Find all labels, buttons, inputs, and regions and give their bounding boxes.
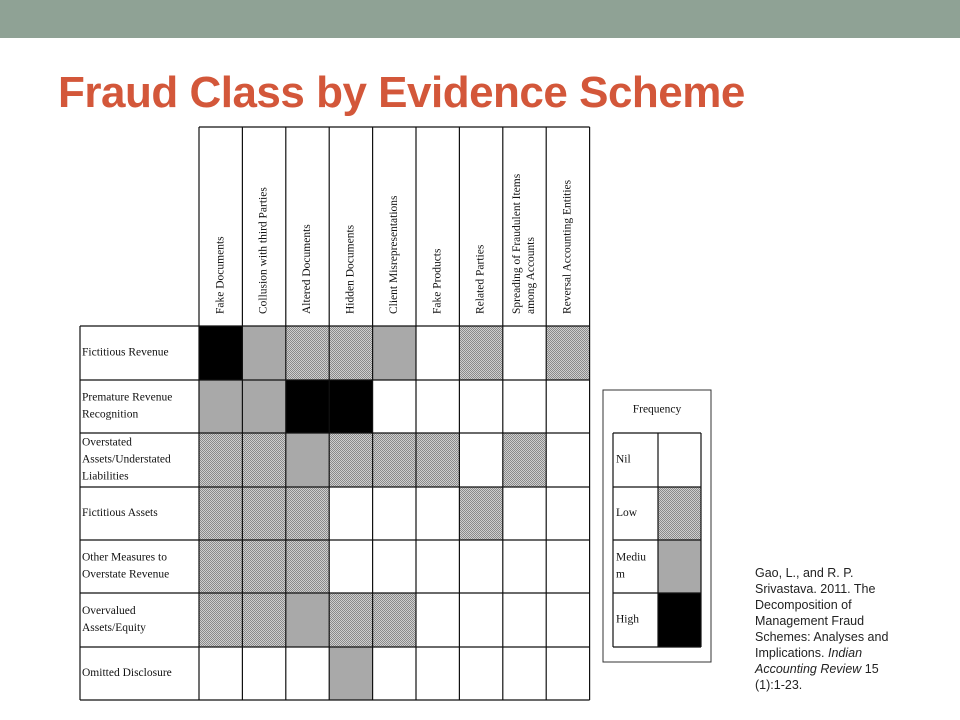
cell-r4-c0-low bbox=[199, 540, 242, 593]
citation-issue: 15 (1):1-23. bbox=[755, 662, 879, 692]
column-header-5: Fake Products bbox=[431, 248, 444, 314]
cell-r5-c7-nil bbox=[503, 593, 546, 647]
column-header-8: Reversal Accounting Entities bbox=[561, 179, 574, 314]
cell-r1-c1-medium bbox=[242, 380, 285, 433]
cell-r6-c3-medium bbox=[329, 647, 372, 700]
cell-r4-c5-nil bbox=[416, 540, 459, 593]
column-header-4: Client Misrepresentations bbox=[387, 195, 400, 314]
cell-r3-c7-nil bbox=[503, 487, 546, 540]
row-label-1-line-1: Recognition bbox=[82, 408, 139, 421]
row-label-6: Omitted Disclosure bbox=[82, 667, 172, 680]
cell-r1-c6-nil bbox=[459, 380, 502, 433]
cell-r3-c4-nil bbox=[373, 487, 416, 540]
cell-r3-c0-low bbox=[199, 487, 242, 540]
legend-swatch-high bbox=[658, 593, 701, 647]
slide-title: Fraud Class by Evidence Scheme bbox=[58, 68, 745, 117]
row-label-5-line-1: Assets/Equity bbox=[82, 622, 146, 635]
cell-r4-c1-low bbox=[242, 540, 285, 593]
cell-r3-c6-low bbox=[459, 487, 502, 540]
cell-r5-c2-medium bbox=[286, 593, 329, 647]
column-header-2: Altered Documents bbox=[301, 224, 314, 314]
cell-r3-c2-low bbox=[286, 487, 329, 540]
cell-r5-c6-nil bbox=[459, 593, 502, 647]
citation-journal: Indian Accounting Review bbox=[755, 646, 863, 676]
cell-r2-c5-low bbox=[416, 433, 459, 487]
row-label-3: Fictitious Assets bbox=[82, 507, 158, 520]
column-header-7-line-0: Spreading of Fraudulent Items bbox=[511, 173, 524, 314]
citation bbox=[755, 565, 905, 693]
cell-r3-c8-nil bbox=[546, 487, 589, 540]
cell-r4-c7-nil bbox=[503, 540, 546, 593]
cell-r0-c4-medium bbox=[373, 326, 416, 380]
cell-r2-c6-nil bbox=[459, 433, 502, 487]
cell-r5-c3-low bbox=[329, 593, 372, 647]
cell-r1-c3-high bbox=[329, 380, 372, 433]
cell-r2-c2-medium bbox=[286, 433, 329, 487]
legend-title: Frequency bbox=[632, 403, 682, 416]
legend-swatch-low bbox=[658, 487, 701, 540]
cell-r1-c2-high bbox=[286, 380, 329, 433]
legend-swatch-nil bbox=[658, 433, 701, 487]
cell-r6-c6-nil bbox=[459, 647, 502, 700]
cell-r0-c0-high bbox=[199, 326, 242, 380]
row-label-4-line-0: Other Measures to bbox=[82, 551, 167, 564]
cell-r1-c5-nil bbox=[416, 380, 459, 433]
cell-r5-c4-low bbox=[373, 593, 416, 647]
cell-r3-c3-nil bbox=[329, 487, 372, 540]
row-label-2-line-0: Overstated bbox=[82, 436, 132, 449]
cell-r4-c4-nil bbox=[373, 540, 416, 593]
cell-r4-c2-low bbox=[286, 540, 329, 593]
cell-r5-c1-low bbox=[242, 593, 285, 647]
cell-r0-c7-nil bbox=[503, 326, 546, 380]
cell-r1-c7-nil bbox=[503, 380, 546, 433]
row-label-1-line-0: Premature Revenue bbox=[82, 391, 173, 404]
row-label-2-line-2: Liabilities bbox=[82, 470, 129, 483]
cell-r6-c8-nil bbox=[546, 647, 589, 700]
cell-r2-c8-nil bbox=[546, 433, 589, 487]
cell-r2-c7-low bbox=[503, 433, 546, 487]
cell-r2-c0-low bbox=[199, 433, 242, 487]
cell-r5-c5-nil bbox=[416, 593, 459, 647]
cell-r3-c1-low bbox=[242, 487, 285, 540]
cell-r2-c3-low bbox=[329, 433, 372, 487]
cell-r6-c1-nil bbox=[242, 647, 285, 700]
cell-r1-c0-medium bbox=[199, 380, 242, 433]
citation-text: Gao, L., and R. P. Srivastava. 2011. The Decomposition of Management Fraud Schemes: Analyses and Implications. bbox=[755, 566, 889, 660]
cell-r6-c2-nil bbox=[286, 647, 329, 700]
legend-label-high: High bbox=[616, 613, 639, 626]
cell-r1-c4-nil bbox=[373, 380, 416, 433]
cell-r0-c3-low bbox=[329, 326, 372, 380]
legend-label-nil: Nil bbox=[616, 453, 631, 466]
column-header-7-line-1: among Accounts bbox=[525, 237, 538, 314]
cell-r4-c3-nil bbox=[329, 540, 372, 593]
cell-r0-c1-medium bbox=[242, 326, 285, 380]
cell-r5-c0-low bbox=[199, 593, 242, 647]
row-label-5-line-0: Overvalued bbox=[82, 605, 136, 618]
row-label-0: Fictitious Revenue bbox=[82, 346, 169, 359]
cell-r2-c4-low bbox=[373, 433, 416, 487]
matrix-grid bbox=[80, 127, 590, 700]
column-header-1: Collusion with third Parties bbox=[257, 187, 270, 314]
column-header-0: Fake Documents bbox=[214, 236, 227, 314]
legend-label-low: Low bbox=[616, 507, 638, 520]
cell-r0-c8-low bbox=[546, 326, 589, 380]
legend-label-medium-line-0: Mediu bbox=[616, 551, 647, 564]
legend-label-medium-line-1: m bbox=[616, 568, 625, 581]
cell-r6-c5-nil bbox=[416, 647, 459, 700]
cell-r4-c6-nil bbox=[459, 540, 502, 593]
row-label-4-line-1: Overstate Revenue bbox=[82, 568, 170, 581]
cell-r2-c1-low bbox=[242, 433, 285, 487]
cell-r6-c0-nil bbox=[199, 647, 242, 700]
cell-r4-c8-nil bbox=[546, 540, 589, 593]
cell-r6-c7-nil bbox=[503, 647, 546, 700]
legend-swatch-medium bbox=[658, 540, 701, 593]
cell-r0-c6-low bbox=[459, 326, 502, 380]
column-header-3: Hidden Documents bbox=[344, 224, 357, 314]
cell-r3-c5-nil bbox=[416, 487, 459, 540]
cell-r0-c2-low bbox=[286, 326, 329, 380]
column-header-6: Related Parties bbox=[474, 244, 487, 314]
frequency-legend bbox=[603, 390, 711, 662]
cell-r5-c8-nil bbox=[546, 593, 589, 647]
cell-r1-c8-nil bbox=[546, 380, 589, 433]
cell-r0-c5-nil bbox=[416, 326, 459, 380]
row-label-2-line-1: Assets/Understated bbox=[82, 453, 171, 466]
cell-r6-c4-nil bbox=[373, 647, 416, 700]
